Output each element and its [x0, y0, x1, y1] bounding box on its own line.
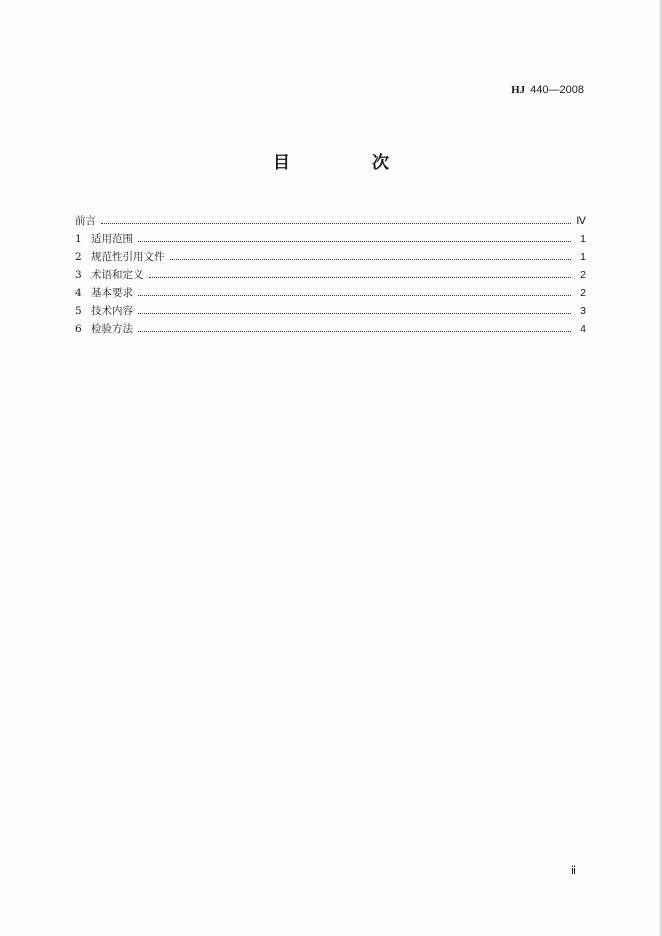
toc-leader-dots [138, 240, 571, 242]
table-of-contents [75, 212, 586, 338]
toc-leader-dots [149, 276, 572, 278]
standard-prefix: HJ [511, 84, 526, 96]
page-title: 目 次 [273, 153, 427, 173]
toc-entry-3[interactable] [75, 266, 586, 284]
toc-leader-dots [138, 330, 571, 332]
toc-entry-page: 2 [580, 287, 586, 299]
toc-entry-1[interactable] [75, 230, 586, 248]
toc-entry-label: 适用范围 [91, 233, 133, 245]
toc-entry-page: 3 [580, 305, 586, 317]
toc-entry-page: 1 [580, 233, 586, 245]
toc-entry-5[interactable] [75, 302, 586, 320]
toc-entry-page: 1 [580, 251, 586, 263]
toc-entry-number: 2 [75, 251, 82, 263]
toc-leader-dots [170, 258, 572, 260]
toc-entry-label: 术语和定义 [91, 269, 144, 281]
toc-entry-label: 基本要求 [91, 287, 133, 299]
toc-entry-4[interactable] [75, 284, 586, 302]
toc-entry-foreword[interactable] [75, 212, 586, 230]
toc-entry-label: 技术内容 [91, 305, 133, 317]
toc-leader-dots [101, 222, 571, 224]
toc-entry-label: 检验方法 [91, 323, 133, 335]
toc-leader-dots [138, 294, 571, 296]
toc-entry-number: 4 [75, 287, 82, 299]
toc-entry-2[interactable] [75, 248, 586, 266]
standard-number: 440—2008 [530, 84, 584, 96]
page-number: ⅱ [570, 865, 576, 877]
toc-entry-page: Ⅳ [576, 215, 586, 227]
toc-entry-number: 5 [75, 305, 82, 317]
toc-entry-page: 2 [580, 269, 586, 281]
toc-entry-label: 规范性引用文件 [91, 251, 165, 263]
toc-leader-dots [138, 312, 571, 314]
toc-entry-page: 4 [580, 323, 586, 335]
toc-entry-number: 6 [75, 323, 82, 335]
toc-entry-number: 1 [75, 233, 82, 245]
toc-entry-label: 前言 [75, 215, 96, 227]
toc-entry-6[interactable] [75, 320, 586, 338]
standard-code [480, 84, 584, 96]
toc-entry-number: 3 [75, 269, 82, 281]
